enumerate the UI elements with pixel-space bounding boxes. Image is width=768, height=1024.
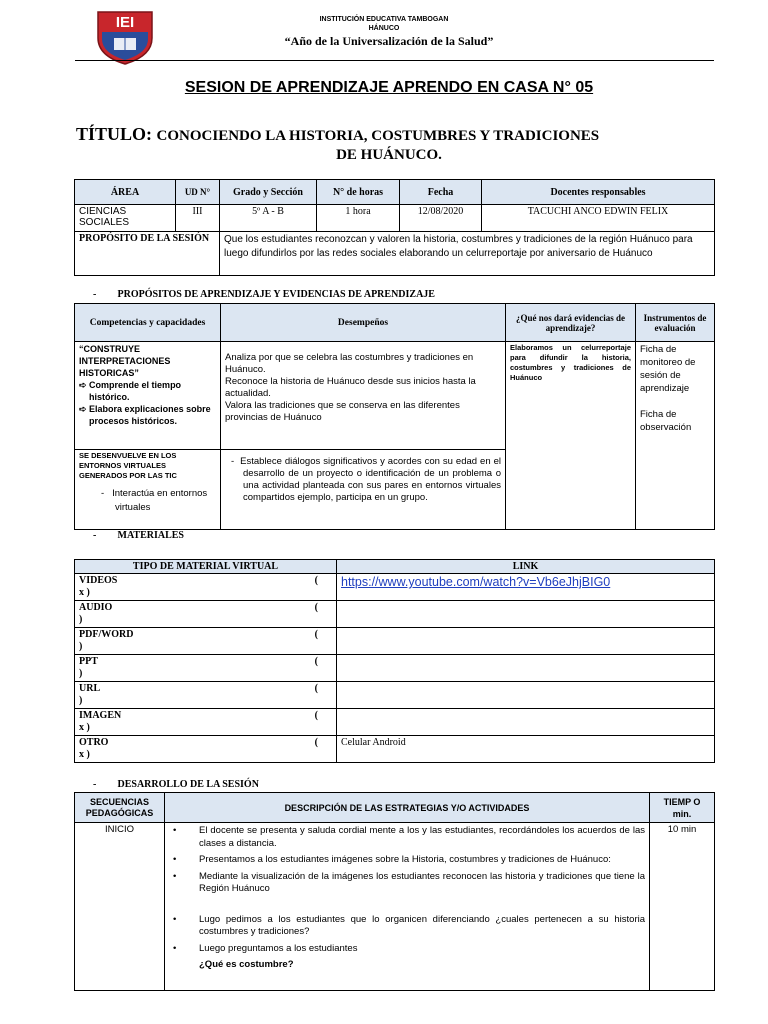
material-mark: ( xyxy=(314,683,318,694)
activity-item-text: Lugo pedimos a los estudiantes que lo organicen diferenciando ¿cuales pertenecen a su historia costumbres y tradiciones? xyxy=(199,913,645,937)
material-mark: ( xyxy=(314,602,318,613)
question-costumbre: ¿Qué es costumbre? xyxy=(199,959,294,970)
instruments-text: Ficha de monitoreo de sesión de aprendizaje Ficha de observación xyxy=(636,342,715,530)
purposes-table xyxy=(74,303,715,530)
material-link-cell xyxy=(337,709,715,736)
material-type-label: PDF/WORD xyxy=(79,629,134,640)
desempeno-1: Analiza por que se celebra las costumbres y tradiciones en Huánuco. Reconoce la historia de Huánuco desde sus inicios hasta la actualidad. Valora las tradiciones que se conserva en las diferentes provincias de Huánuco xyxy=(221,342,506,450)
material-selection[interactable]: ) xyxy=(79,641,83,652)
header-divider xyxy=(75,60,714,61)
purposes-header-desempenos: Desempeños xyxy=(221,304,506,342)
year-motto: “Año de la Universalización de la Salud” xyxy=(284,34,494,48)
bullet-dot: • xyxy=(173,942,177,954)
competency-1-item-2-text: Elabora explicaciones sobre procesos históricos. xyxy=(89,404,211,426)
stage-inicio: INICIO xyxy=(75,823,165,991)
materials-table xyxy=(74,559,715,763)
info-ud-value: III xyxy=(176,205,220,232)
material-selection[interactable]: x ) xyxy=(79,587,90,598)
materials-header-type: TIPO DE MATERIAL VIRTUAL xyxy=(75,560,337,574)
development-header-tiempo: TIEMP O min. xyxy=(650,793,715,823)
purposes-bullet: - xyxy=(93,289,97,300)
material-row xyxy=(75,601,715,628)
purposes-header-evidencias: ¿Qué nos dará evidencias de aprendizaje? xyxy=(506,304,636,342)
material-mark: ( xyxy=(314,737,318,748)
material-selection[interactable]: ) xyxy=(79,614,83,625)
purposes-heading xyxy=(93,289,435,300)
competency-1-item-1-text: Comprende el tiempo histórico. xyxy=(89,380,182,402)
title-text-line2: DE HUÁNUCO. xyxy=(336,147,442,163)
material-type-cell xyxy=(75,709,337,736)
bullet-dot: • xyxy=(173,854,177,865)
info-docente-value: TACUCHI ANCO EDWIN FELIX xyxy=(482,205,715,232)
activity-item xyxy=(169,854,645,867)
title-line xyxy=(76,124,599,145)
competency-2-title: SE DESENVUELVE EN LOS ENTORNOS VIRTUALES GENERADOS POR LAS TIC xyxy=(79,451,177,480)
material-mark: ( xyxy=(314,656,318,667)
info-header-area: ÁREA xyxy=(75,180,176,205)
material-row xyxy=(75,628,715,655)
development-heading-text: DESARROLLO DE LA SESIÓN xyxy=(117,779,259,790)
title-text-line1: CONOCIENDO LA HISTORIA, COSTUMBRES Y TRADICIONES xyxy=(156,128,600,144)
purpose-label: PROPÓSITO DE LA SESIÓN xyxy=(75,232,220,276)
info-horas-value: 1 hora xyxy=(317,205,400,232)
desempeno-2-text: Establece diálogos significativos y acordes con su edad en el desarrollo de un proyecto o identificación de un problema o una actividad planteada con sus pares en entornos virtuales compartidos ejemplo, participa en un grupo. xyxy=(240,456,501,503)
material-type-cell xyxy=(75,601,337,628)
competency-2-item xyxy=(79,487,216,515)
dash-marker: - xyxy=(231,456,241,467)
material-selection[interactable]: x ) xyxy=(79,749,90,760)
arrow-icon: ➪ xyxy=(79,380,90,390)
evidence-text: Elaboramos un celurreportaje para difundir la historia, costumbres y tradiciones de Huánuco xyxy=(506,342,636,530)
material-type-label: PPT xyxy=(79,656,98,667)
development-header-descripcion: DESCRIPCIÓN DE LAS ESTRATEGIAS Y/O ACTIVIDADES xyxy=(165,793,650,823)
competency-1-cell xyxy=(75,342,221,450)
material-link-text: Celular Android xyxy=(341,737,406,748)
competency-2-cell xyxy=(75,450,221,530)
material-type-cell xyxy=(75,574,337,601)
inicio-activities xyxy=(165,823,650,991)
development-table xyxy=(74,792,715,991)
desempeno-2 xyxy=(221,450,506,530)
info-header-grado: Grado y Sección xyxy=(220,180,317,205)
materials-heading-text: MATERIALES xyxy=(117,530,184,541)
material-row xyxy=(75,709,715,736)
development-heading xyxy=(93,779,259,790)
institution-city: HÁNUCO xyxy=(368,25,400,32)
material-link-cell xyxy=(337,601,715,628)
material-type-cell xyxy=(75,628,337,655)
activity-item xyxy=(169,914,645,939)
activity-item xyxy=(169,943,645,956)
material-type-label: VIDEOS xyxy=(79,575,118,586)
material-selection[interactable]: x ) xyxy=(79,722,90,733)
material-type-cell xyxy=(75,736,337,763)
logo-text: IEI xyxy=(115,14,135,31)
material-mark: ( xyxy=(314,629,318,640)
activity-item xyxy=(169,871,645,896)
material-link[interactable]: https://www.youtube.com/watch?v=Vb6eJhjBIG0 xyxy=(341,575,611,589)
info-header-docentes: Docentes responsables xyxy=(482,180,715,205)
purpose-text: Que los estudiantes reconozcan y valoren la historia, costumbres y tradiciones de la región Huánuco para luego difundirlos por las redes sociales elaborando un celurreportaje por aniversario de Huánuco xyxy=(220,232,715,276)
material-row xyxy=(75,574,715,601)
purposes-header-instrumentos: Instrumentos de evaluación xyxy=(636,304,715,342)
bullet-dot: • xyxy=(173,913,177,925)
material-type-cell xyxy=(75,682,337,709)
material-link-cell xyxy=(337,628,715,655)
material-type-label: URL xyxy=(79,683,101,694)
purposes-header-competencias: Competencias y capacidades xyxy=(75,304,221,342)
activity-item xyxy=(169,825,645,850)
material-mark: ( xyxy=(314,710,318,721)
bullet-dot: • xyxy=(173,870,177,882)
competency-1-item-2 xyxy=(79,403,216,427)
material-type-label: IMAGEN xyxy=(79,710,122,721)
material-type-cell xyxy=(75,655,337,682)
info-header-fecha: Fecha xyxy=(400,180,482,205)
material-selection[interactable]: ) xyxy=(79,668,83,679)
info-area-value: CIENCIAS SOCIALES xyxy=(75,205,176,232)
materials-bullet: - xyxy=(93,530,97,541)
competency-2-item-text: Interactúa en entornos virtuales xyxy=(112,488,208,513)
info-table xyxy=(74,179,715,276)
material-link-cell xyxy=(337,655,715,682)
info-fecha-value: 12/08/2020 xyxy=(400,205,482,232)
institution-name: INSTITUCIÓN EDUCATIVA TAMBOGAN xyxy=(319,16,449,23)
material-link-cell[interactable] xyxy=(337,574,715,601)
material-selection[interactable]: ) xyxy=(79,695,83,706)
material-mark: ( xyxy=(314,575,318,586)
info-grado-value: 5º A - B xyxy=(220,205,317,232)
inicio-time: 10 min xyxy=(650,823,715,991)
purposes-heading-text: PROPÓSITOS DE APRENDIZAJE Y EVIDENCIAS DE APRENDIZAJE xyxy=(117,289,435,300)
activity-item-text: El docente se presenta y saluda cordial mente a los y las estudiantes, recordándoles los acuerdos de las clases a distancia. xyxy=(199,825,645,849)
activity-item-text: Mediante la visualización de la imágenes los estudiantes reconocen las historia y tradiciones que tiene la Región Huánuco xyxy=(199,870,645,894)
materials-header-link: LINK xyxy=(337,560,715,574)
dash-marker: - xyxy=(101,488,113,499)
session-title: SESION DE APRENDIZAJE APRENDO EN CASA N° 05 xyxy=(184,79,594,96)
development-bullet: - xyxy=(93,779,97,790)
material-type-label: AUDIO xyxy=(79,602,113,613)
info-header-ud: UD N° xyxy=(176,180,220,205)
activity-item-text: Luego preguntamos a los estudiantes xyxy=(199,942,358,954)
competency-1-title: “CONSTRUYE INTERPRETACIONES HISTORICAS” xyxy=(79,344,171,378)
title-label: TÍTULO: xyxy=(76,124,153,144)
info-header-horas: N° de horas xyxy=(317,180,400,205)
competency-1-item-1 xyxy=(79,379,216,403)
material-row xyxy=(75,736,715,763)
material-link-cell xyxy=(337,682,715,709)
development-header-secuencias: SECUENCIAS PEDAGÓGICAS xyxy=(75,793,165,823)
materials-heading xyxy=(93,530,184,541)
material-row xyxy=(75,655,715,682)
activity-item-text: Presentamos a los estudiantes imágenes sobre la Historia, costumbres y tradiciones de Huánuco: xyxy=(199,854,611,865)
material-type-label: OTRO xyxy=(79,737,109,748)
material-row xyxy=(75,682,715,709)
arrow-icon: ➪ xyxy=(79,404,90,414)
bullet-dot: • xyxy=(173,825,177,836)
material-link-cell[interactable] xyxy=(337,736,715,763)
